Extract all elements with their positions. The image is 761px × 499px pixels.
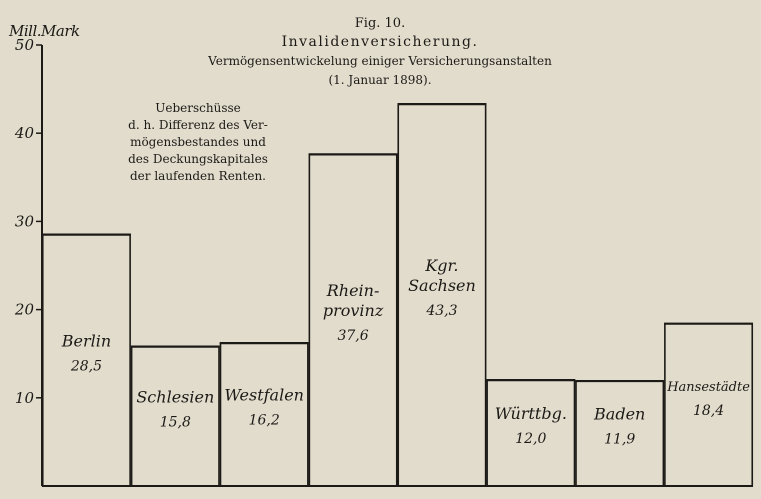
chart-date: (1. Januar 1898).	[328, 73, 432, 87]
bar-category-label: Rhein-	[326, 281, 380, 301]
note-line: der laufenden Renten.	[130, 169, 266, 183]
bar-value-label: 28,5	[70, 358, 103, 375]
bar-value-label: 18,4	[692, 402, 725, 419]
note-line: Ueberschüsse	[155, 101, 241, 115]
chart-subtitle: Vermögensentwickelung einiger Versicherungsanstalten	[208, 54, 552, 68]
bar-category-label: Westfalen	[224, 385, 304, 405]
title-block	[150, 14, 610, 90]
y-tick-label: 50	[14, 36, 34, 54]
note-line: d. h. Differenz des Ver-	[128, 118, 268, 132]
y-tick-label: 30	[14, 212, 34, 231]
y-tick-label: 20	[14, 300, 34, 319]
bar-category-label: Hansestädte	[667, 379, 750, 395]
bar-category-label: Württbg.	[494, 404, 567, 424]
bar-value-label: 37,6	[337, 328, 369, 345]
y-tick-label: 10	[14, 388, 34, 407]
y-tick-label: 40	[14, 124, 34, 143]
bar-labels	[61, 256, 750, 447]
figure-number: Fig. 10.	[354, 16, 406, 31]
bar-category-label: provinz	[322, 301, 384, 321]
bar-category-label: Kgr.	[425, 256, 459, 276]
bar-value-label: 11,9	[604, 431, 636, 448]
bar-value-label: 12,0	[515, 431, 547, 448]
chart-title: Invalidenversicherung.	[281, 34, 479, 50]
bar-category-label: Schlesien	[136, 387, 215, 407]
bar-category-label: Sachsen	[408, 276, 476, 296]
bar-value-label: 15,8	[159, 414, 191, 431]
y-axis-unit-label: Mill.Mark	[9, 22, 80, 40]
bar-category-label: Baden	[594, 404, 646, 424]
note-line: mögensbestandes und	[130, 135, 266, 149]
bar-value-label: 43,3	[426, 303, 458, 320]
chart-note	[118, 100, 278, 185]
note-line: des Deckungskapitales	[128, 152, 268, 166]
bar-category-label: Berlin	[61, 331, 112, 351]
bar-value-label: 16,2	[248, 412, 280, 429]
